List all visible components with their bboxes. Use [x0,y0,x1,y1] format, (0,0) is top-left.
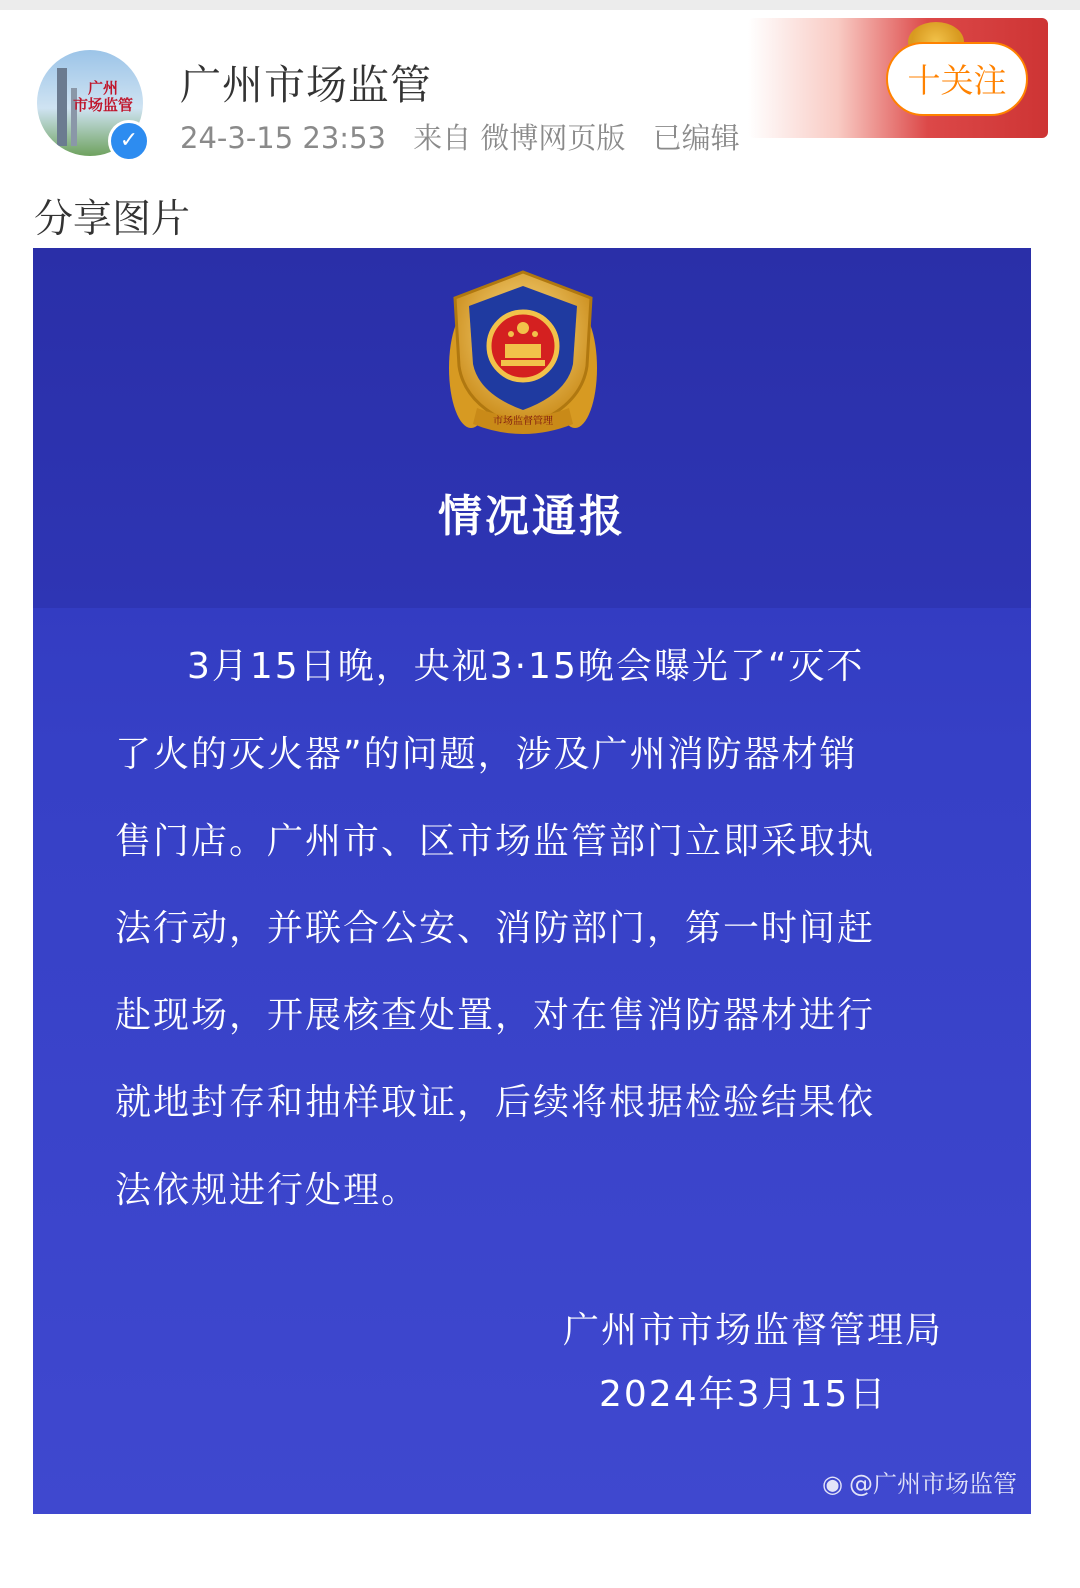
notice-date: 2024年3月15日 [599,1374,888,1415]
emblem-ribbon-text: 市场监督管理 [493,416,553,427]
weibo-logo-icon: ◉ [822,1470,843,1498]
avatar-tower-shape [57,68,67,146]
post-text: 分享图片 [34,197,191,242]
post-edited-label[interactable]: 已编辑 [652,121,740,155]
avatar-logo-text: 广州 市场监管 [72,79,133,114]
notice-signature: 广州市市场监督管理局 [562,1310,943,1351]
notice-body-line: 售门店。广州市、区市场监管部门立即采取执 [115,821,876,862]
notice-body-line: 法行动，并联合公安、消防部门，第一时间赶 [115,908,876,949]
follow-button[interactable]: 十关注 [886,42,1028,116]
notice-image[interactable] [33,248,1031,1514]
top-divider [0,0,1080,10]
notice-body-line: 了火的灭火器”的问题，涉及广州消防器材销 [115,734,858,775]
notice-body-line: 法依规进行处理。 [115,1170,420,1211]
post-timestamp[interactable]: 24-3-15 23:53 [180,121,386,155]
verified-badge-icon: ✓ [108,120,150,162]
notice-body-line: 3月15日晚，央视3·15晚会曝光了“灭不 [187,646,865,687]
post-source: 来自 微博网页版 [413,121,626,155]
notice-body-line: 赴现场，开展核查处置，对在售消防器材进行 [115,995,876,1036]
watermark-text: @广州市场监管 [849,1470,1017,1498]
user-name[interactable]: 广州市场监管 [180,61,432,109]
notice-title: 情况通报 [438,491,626,542]
notice-body-line: 就地封存和抽样取证，后续将根据检验结果依 [115,1082,876,1123]
weibo-watermark [822,1464,1017,1499]
police-emblem-icon [441,268,605,442]
post-meta [180,116,758,157]
